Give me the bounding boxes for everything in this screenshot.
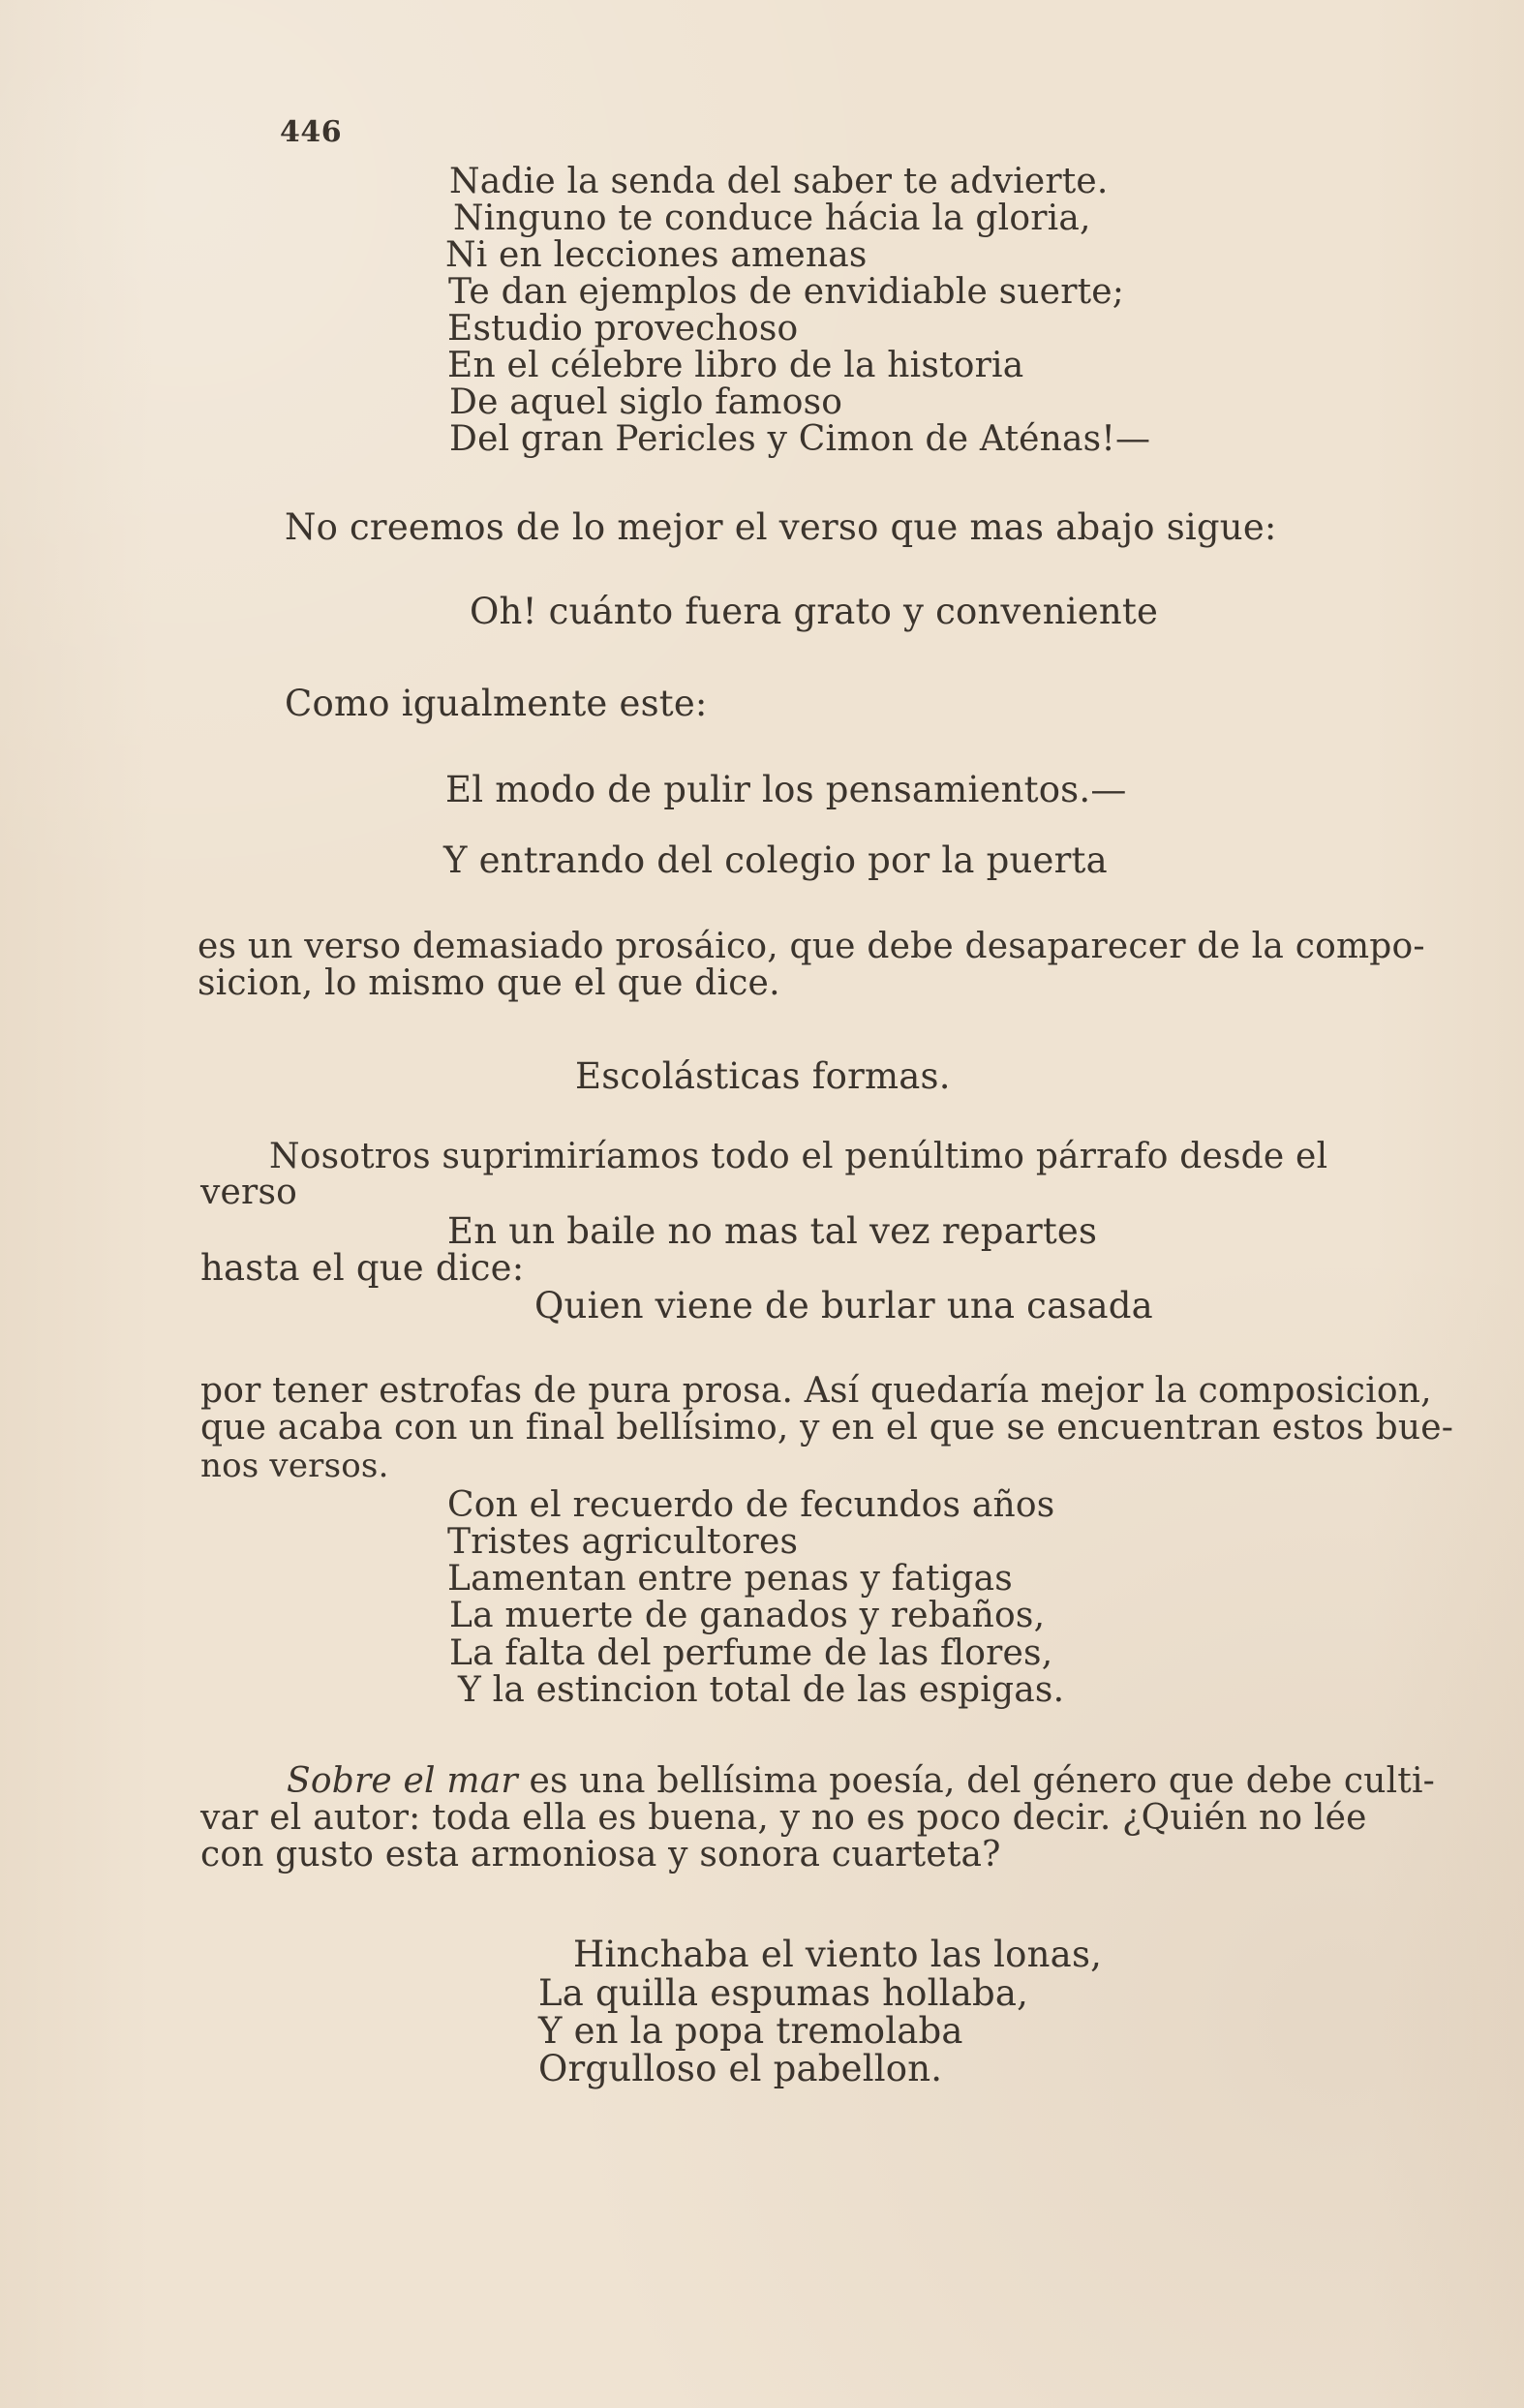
poem-line: Orgulloso el pabellon. bbox=[538, 2048, 943, 2089]
quoted-verse: Oh! cuánto fuera grato y conveniente bbox=[470, 591, 1159, 632]
paragraph-line: sicion, lo mismo que el que dice. bbox=[198, 963, 780, 1003]
paragraph-line: nos versos. bbox=[200, 1447, 389, 1485]
paragraph-line: verso bbox=[200, 1173, 297, 1212]
poem-line: Lamentan entre penas y fatigas bbox=[447, 1559, 1013, 1599]
poem-line: Te dan ejemplos de envidiable suerte; bbox=[448, 272, 1125, 312]
poem-line: Con el recuerdo de fecundos años bbox=[447, 1485, 1055, 1525]
poem-line: La falta del perfume de las flores, bbox=[449, 1633, 1053, 1673]
paragraph-line: que acaba con un final bellísimo, y en el que se encuentran estos bue- bbox=[200, 1408, 1454, 1448]
paragraph-line: por tener estrofas de pura prosa. Así quedaría mejor la composicion, bbox=[200, 1371, 1432, 1411]
paragraph-line: es un verso demasiado prosáico, que debe desaparecer de la compo- bbox=[198, 927, 1425, 966]
poem-line: Ninguno te conduce hácia la gloria, bbox=[453, 198, 1091, 238]
paragraph-line: No creemos de lo mejor el verso que mas abajo sigue: bbox=[285, 506, 1277, 548]
poem-line: Hinchaba el viento las lonas, bbox=[573, 1934, 1103, 1975]
poem-line: Del gran Pericles y Cimon de Aténas!— bbox=[449, 419, 1151, 459]
page-number: 446 bbox=[280, 115, 343, 149]
paragraph-line bbox=[287, 1761, 1436, 1801]
poem-line: Estudio provechoso bbox=[447, 309, 799, 349]
paragraph-text: es una bellísima poesía, del género que debe culti- bbox=[517, 1761, 1436, 1801]
poem-line: Y en la popa tremolaba bbox=[538, 2010, 963, 2052]
paragraph-line: hasta el que dice: bbox=[200, 1247, 525, 1289]
quoted-verse: Quien viene de burlar una casada bbox=[534, 1285, 1153, 1326]
poem-line: La muerte de ganados y rebaños, bbox=[449, 1596, 1046, 1635]
poem-line: La quilla espumas hollaba, bbox=[538, 1972, 1029, 2014]
poem-line: En el célebre libro de la historia bbox=[447, 346, 1024, 385]
quoted-verse: En un baile no mas tal vez repartes bbox=[447, 1210, 1098, 1252]
poem-line: Ni en lecciones amenas bbox=[445, 235, 868, 275]
italic-title: Sobre el mar bbox=[287, 1761, 518, 1801]
paragraph-line: Nosotros suprimiríamos todo el penúltimo párrafo desde el bbox=[269, 1137, 1328, 1176]
poem-line: De aquel siglo famoso bbox=[449, 382, 843, 422]
quoted-verse: El modo de pulir los pensamientos.— bbox=[445, 769, 1127, 810]
poem-line: Tristes agricultores bbox=[447, 1522, 799, 1562]
paragraph-line: var el autor: toda ella es buena, y no es poco decir. ¿Quién no lée bbox=[200, 1798, 1367, 1838]
poem-line: Y la estincion total de las espigas. bbox=[458, 1670, 1065, 1710]
quoted-verse: Escolásticas formas. bbox=[575, 1055, 951, 1097]
paragraph-line: con gusto esta armoniosa y sonora cuarteta? bbox=[200, 1835, 1001, 1875]
paragraph-line: Como igualmente este: bbox=[285, 683, 708, 724]
quoted-verse: Y entrando del colegio por la puerta bbox=[443, 839, 1108, 881]
poem-line: Nadie la senda del saber te advierte. bbox=[449, 162, 1109, 201]
